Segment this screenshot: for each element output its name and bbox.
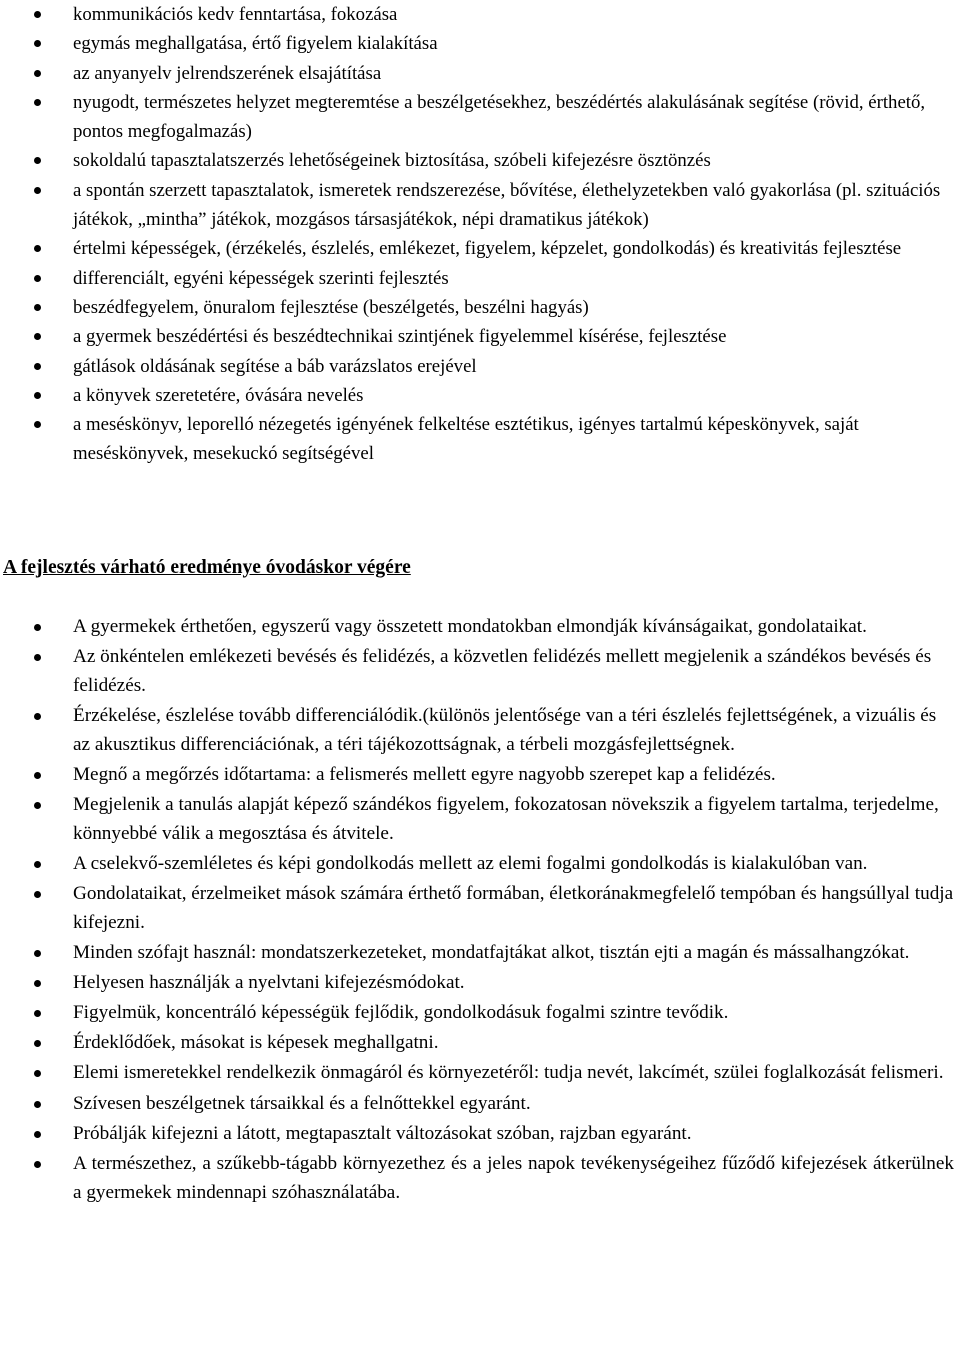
bullet-icon bbox=[34, 157, 41, 164]
list-item bbox=[0, 1029, 960, 1058]
list-item bbox=[0, 761, 960, 790]
list-item bbox=[0, 352, 960, 381]
list-item-text: Minden szófajt használ: mondatszerkezeteket, mondatfajtákat alkot, tisztán ejti a magán és mássalhangzókat. bbox=[73, 941, 910, 963]
list-item bbox=[0, 176, 960, 235]
bullet-icon bbox=[34, 1161, 41, 1168]
list-item-text: A cselekvő-szemléletes és képi gondolkodás mellett az elemi fogalmi gondolkodás is kialakulóban van. bbox=[73, 852, 868, 874]
list-item-text: Érdeklődőek, másokat is képesek meghallgatni. bbox=[73, 1032, 439, 1054]
list-item bbox=[0, 850, 960, 879]
list-item-text: Helyesen használják a nyelvtani kifejezésmódokat. bbox=[73, 971, 465, 993]
bullet-icon bbox=[34, 1131, 41, 1138]
list-item bbox=[0, 322, 960, 351]
list-item bbox=[0, 88, 960, 147]
list-item-text: kommunikációs kedv fenntartása, fokozása bbox=[73, 4, 398, 25]
bullet-icon bbox=[34, 1101, 41, 1108]
list-item-text: Érzékelése, észlelése tovább differenciálódik.(különös jelentősége van a téri észlelés fejlettségének, a vizuális és az akusztikus differenciációnak, a téri tájékozottságnak, a térbeli mozgásfejlettségnek. bbox=[73, 704, 937, 755]
list-item-text: a spontán szerzett tapasztalatok, ismeretek rendszerezése, bővítése, élethelyzetekben való gyakorlása (pl. szituációs játékok, „mintha” játékok, mozgásos társasjátékok, népi dramatikus játékok) bbox=[73, 179, 941, 231]
list-item-text: beszédfegyelem, önuralom fejlesztése (beszélgetés, beszélni hagyás) bbox=[73, 296, 589, 318]
bullet-icon bbox=[34, 1010, 41, 1017]
list-item-text: a gyermek beszédértési és beszédtechnikai szintjének figyelemmel kísérése, fejlesztése bbox=[73, 326, 727, 348]
bullet-icon bbox=[34, 802, 41, 809]
expected-results-list bbox=[0, 613, 960, 1209]
list-item bbox=[0, 29, 960, 58]
bullet-icon bbox=[34, 275, 41, 282]
list-item bbox=[0, 969, 960, 998]
list-item bbox=[0, 0, 960, 29]
list-item bbox=[0, 234, 960, 263]
list-item-text: Szívesen beszélgetnek társaikkal és a felnőttekkel egyaránt. bbox=[73, 1092, 531, 1114]
list-item bbox=[0, 999, 960, 1028]
list-item-text: egymás meghallgatása, értő figyelem kialakítása bbox=[73, 33, 438, 55]
list-item-text: nyugodt, természetes helyzet megteremtése a beszélgetésekhez, beszédértés alakulásának segítése (rövid, érthető, pontos megfogalmazás) bbox=[73, 91, 926, 143]
bullet-icon bbox=[34, 421, 41, 428]
section-heading: A fejlesztés várható eredménye óvodáskor végére bbox=[3, 557, 411, 578]
list-item-text: sokoldalú tapasztalatszerzés lehetőségeinek biztosítása, szóbeli kifejezésre ösztönzés bbox=[73, 150, 711, 172]
list-item-text: Megnő a megőrzés időtartama: a felismerés mellett egyre nagyobb szerepet kap a felidézés. bbox=[73, 763, 776, 785]
list-item-text: Figyelmük, koncentráló képességük fejlődik, gondolkodásuk fogalmi szintre tevődik. bbox=[73, 1002, 729, 1024]
bullet-icon bbox=[34, 861, 41, 868]
development-tasks-list bbox=[0, 0, 960, 469]
list-item-text: differenciált, egyéni képességek szerinti fejlesztés bbox=[73, 267, 449, 289]
list-item bbox=[0, 410, 960, 469]
list-item-text: Gondolataikat, érzelmeiket mások számára érthető formában, életkoránakmegfelelő tempóban és hangsúllyal tudja kifejezni. bbox=[73, 882, 954, 933]
list-item-text: A természethez, a szűkebb-tágabb környezethez és a jeles napok tevékenységeihez fűződő kifejezések átkerülnek a gyermekek mindennapi szóhasználatába. bbox=[73, 1153, 954, 1203]
bullet-icon bbox=[34, 950, 41, 957]
bullet-icon bbox=[34, 304, 41, 311]
bullet-icon bbox=[34, 245, 41, 252]
list-item-text: gátlások oldásának segítése a báb varázslatos erejével bbox=[73, 355, 477, 377]
list-item-text: Az önkéntelen emlékezeti bevésés és felidézés, a közvetlen felidézés mellett megjelenik a szándékos bevésés és felidézés. bbox=[73, 646, 932, 696]
list-item bbox=[0, 59, 960, 88]
bullet-icon bbox=[34, 654, 41, 661]
list-item bbox=[0, 791, 960, 848]
list-item-text: a meséskönyv, leporelló nézegetés igényének felkeltése esztétikus, igényes tartalmú képeskönyvek, saját meséskönyvek, mesekuckó segítségével bbox=[73, 414, 859, 465]
bullet-icon bbox=[34, 70, 41, 77]
list-item bbox=[0, 1150, 960, 1207]
bullet-icon bbox=[34, 99, 41, 106]
bullet-icon bbox=[34, 392, 41, 399]
bullet-icon bbox=[34, 713, 41, 720]
bullet-icon bbox=[34, 1070, 41, 1077]
list-item-text: A gyermekek érthetően, egyszerű vagy összetett mondatokban elmondják kívánságaikat, gondolataikat. bbox=[73, 616, 867, 637]
list-item-text: Megjelenik a tanulás alapját képező szándékos figyelem, fokozatosan növekszik a figyelem tartalma, terjedelme, könnyebbé válik a megosztása és átvitele. bbox=[73, 793, 939, 844]
list-item bbox=[0, 293, 960, 322]
list-item bbox=[0, 613, 960, 642]
list-item bbox=[0, 880, 960, 937]
list-item-text: értelmi képességek, (érzékelés, észlelés, emlékezet, figyelem, képzelet, gondolkodás) és kreativitás fejlesztése bbox=[73, 238, 902, 260]
list-item-text: az anyanyelv jelrendszerének elsajátítása bbox=[73, 62, 382, 84]
list-item bbox=[0, 1059, 960, 1088]
list-item bbox=[0, 1120, 960, 1149]
bullet-icon bbox=[34, 624, 41, 631]
list-item bbox=[0, 939, 960, 968]
list-item-text: a könyvek szeretetére, óvására nevelés bbox=[73, 384, 364, 406]
list-item-text: Próbálják kifejezni a látott, megtapasztalt változásokat szóban, rajzban egyaránt. bbox=[73, 1122, 692, 1144]
bullet-icon bbox=[34, 187, 41, 194]
list-item bbox=[0, 643, 960, 700]
bullet-icon bbox=[34, 40, 41, 47]
list-item-text: Elemi ismeretekkel rendelkezik önmagáról és környezetéről: tudja nevét, lakcímét, szülei foglalkozását felismeri. bbox=[73, 1062, 944, 1084]
list-item bbox=[0, 702, 960, 759]
bullet-icon bbox=[34, 980, 41, 987]
list-item bbox=[0, 1090, 960, 1119]
list-item bbox=[0, 264, 960, 293]
bullet-icon bbox=[34, 11, 41, 18]
list-item bbox=[0, 381, 960, 410]
bullet-icon bbox=[34, 891, 41, 898]
bullet-icon bbox=[34, 1040, 41, 1047]
bullet-icon bbox=[34, 333, 41, 340]
bullet-icon bbox=[34, 772, 41, 779]
list-item bbox=[0, 146, 960, 175]
bullet-icon bbox=[34, 363, 41, 370]
